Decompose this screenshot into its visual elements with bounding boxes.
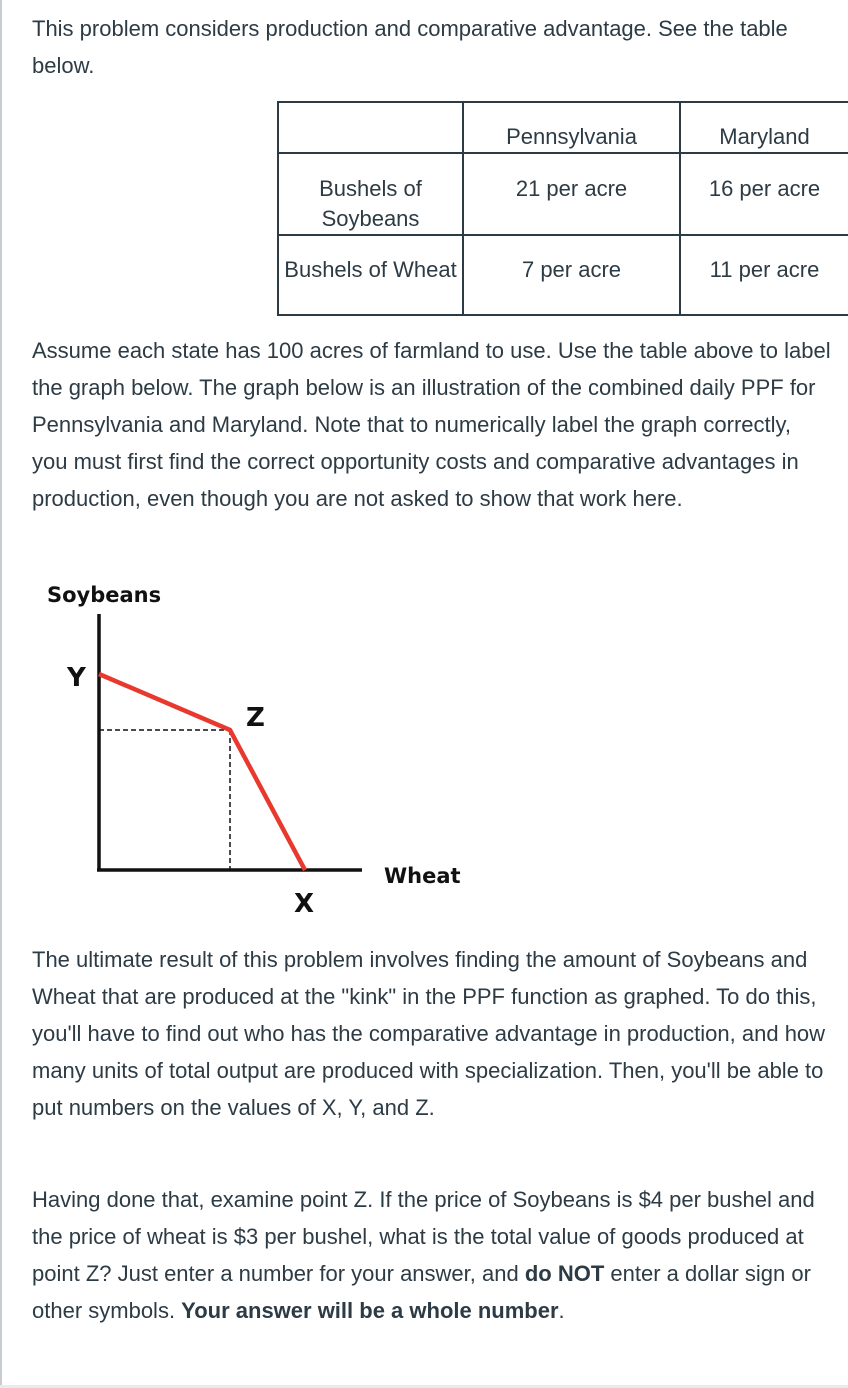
table-header-row <box>278 102 848 153</box>
table-header-pennsylvania: Pennsylvania <box>463 102 680 153</box>
y-axis-label: Soybeans <box>47 583 162 607</box>
table-row-label: Bushels of Wheat <box>278 235 463 315</box>
point-x-label: X <box>294 889 315 919</box>
table-row <box>278 153 848 235</box>
ppf-graph <box>0 570 480 920</box>
table-cell: 16 per acre <box>680 153 848 235</box>
question-text: enter a dollar sign or other symbols. <box>32 1261 811 1323</box>
table-row <box>278 235 848 315</box>
table-row-label: Bushels of Soybeans <box>278 153 463 235</box>
ppf-curve <box>99 674 305 870</box>
point-y-label: Y <box>67 663 86 693</box>
table-header-maryland: Maryland <box>680 102 848 153</box>
assume-paragraph: Assume each state has 100 acres of farmland to use. Use the table above to label the graph below. The graph below is an illustration of the combined daily PPF for Pennsylvania and Maryland. Note that to numerically label the graph correctly, you must first find the correct opportunity costs and comparative advantages in production, even though you are not asked to show that work here. <box>32 338 831 511</box>
point-z-label: Z <box>246 703 265 733</box>
production-table <box>277 101 848 316</box>
table-cell: 11 per acre <box>680 235 848 315</box>
emphasis-do-not: do NOT <box>524 1261 605 1286</box>
table-header-empty <box>278 102 463 153</box>
x-axis-label: Wheat <box>384 864 461 888</box>
question-text: Having done that, examine point Z. If the price of Soybeans is $4 per bushel and the price of wheat is $3 per bushel, what is the total value of goods produced at point Z? Just enter a number for your answer, and <box>32 1187 815 1286</box>
table-cell: 21 per acre <box>463 153 680 235</box>
question-paragraph <box>32 1181 832 1329</box>
emphasis-whole-number: Your answer will be a whole number <box>181 1298 559 1323</box>
question-text: . <box>558 1298 565 1323</box>
intro-paragraph: This problem considers production and comparative advantage. See the table below. <box>32 16 788 78</box>
table-cell: 7 per acre <box>463 235 680 315</box>
ultimate-paragraph: The ultimate result of this problem involves finding the amount of Soybeans and Wheat that are produced at the "kink" in the PPF function as graphed. To do this, you'll have to find out who has the comparative advantage in production, and how many units of total output are produced with specialization. Then, you'll be able to put numbers on the values of X, Y, and Z. <box>32 947 826 1120</box>
